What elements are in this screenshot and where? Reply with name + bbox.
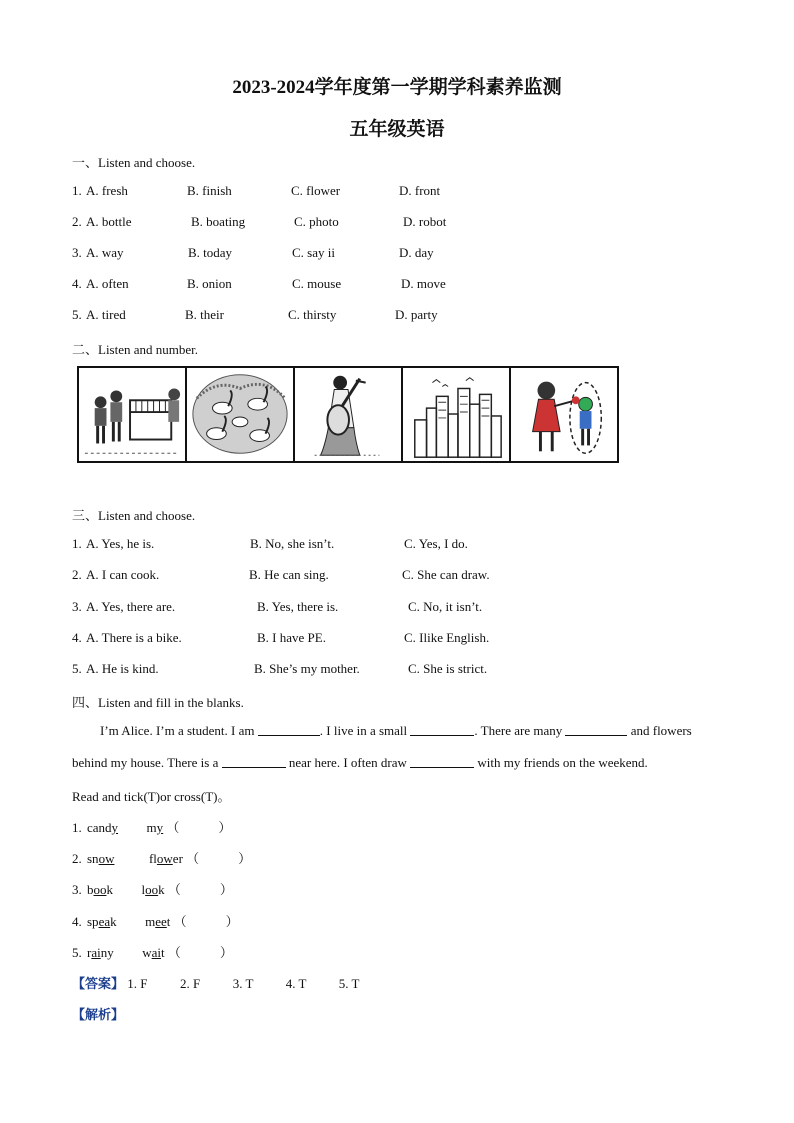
option-a: A. Yes, there are. [86,599,176,614]
section3-heading: 三、Listen and choose. [72,508,196,523]
passage-text: I’m Alice. I’m a student. I am [100,723,258,738]
option-a: A. way [86,245,124,260]
answer-parentheses[interactable]: （ ） [173,914,239,929]
option-b: B. finish [187,183,232,198]
word-1: book [87,882,113,897]
word-2: look [141,882,165,897]
passage-line-1 [100,723,692,739]
girl-playing-pipa-picture [295,368,403,461]
question-number: 4. [72,630,82,645]
option-d: D. day [399,245,434,260]
fill-blank[interactable] [222,755,286,768]
option-a: A. He is kind. [86,661,159,676]
section5-heading: Read and tick(T)or cross(T)。 [72,789,231,804]
option-a: A. Yes, he is. [86,536,155,551]
tick-cross-row [72,911,239,930]
page-subtitle: 五年级英语 [349,119,445,140]
answer-value: 4. T [285,976,307,991]
option-c: C. Yes, I do. [404,536,468,551]
answer-label: 【答案】 [72,976,125,991]
tick-cross-row [72,848,251,867]
item-number: 2. [72,851,82,866]
city-skyline-picture [403,368,511,461]
item-number: 4. [72,914,82,929]
fill-blank[interactable] [258,723,320,736]
option-d: D. robot [403,214,447,229]
answer-parentheses[interactable]: （ ） [166,820,232,835]
option-c: C. thirsty [288,307,337,322]
passage-text: with my friends on the weekend. [474,755,648,770]
option-d: D. party [395,307,438,322]
option-c: C. photo [294,214,339,229]
option-a: A. fresh [86,183,128,198]
option-a: A. tired [86,307,126,322]
option-c: C. flower [291,183,341,198]
tick-cross-row [72,879,233,898]
passage-text: . There are many [474,723,566,738]
option-c: C. No, it isn’t. [408,599,483,614]
word-1: speak [87,914,117,929]
girl-with-boy-in-mirror-illustration [511,368,617,461]
option-a: A. There is a bike. [86,630,182,645]
page-title: 2023-2024学年度第一学期学科素养监测 [232,77,562,98]
tick-cross-row [72,817,231,836]
item-number: 1. [72,820,82,835]
option-a: A. often [86,276,129,291]
option-b: B. their [185,307,224,322]
word-1: snow [87,851,115,866]
word-2: meet [145,914,171,929]
question-number: 5. [72,661,82,676]
option-c: C. say ii [292,245,335,260]
question-number: 2. [72,567,82,582]
option-a: A. bottle [86,214,132,229]
word-1: rainy [87,945,114,960]
analysis-line [72,1004,124,1023]
fill-blank[interactable] [410,723,474,736]
answer-value: 5. T [338,976,360,991]
option-b: B. boating [191,214,246,229]
item-number: 3. [72,882,82,897]
question-number: 4. [72,276,82,291]
fill-blank[interactable] [565,723,627,736]
option-c: C. Ilike English. [404,630,490,645]
tick-cross-row [72,942,233,961]
answer-value: 3. T [232,976,254,991]
option-b: B. He can sing. [249,567,329,582]
option-c: C. mouse [292,276,342,291]
answer-parentheses[interactable]: （ ） [186,851,252,866]
girl-playing-pipa-illustration [295,368,401,461]
word-1: candy [87,820,119,835]
city-skyline-illustration [403,368,509,461]
option-b: B. onion [187,276,232,291]
analysis-label: 【解析】 [72,1007,125,1022]
girl-with-boy-in-mirror-picture [511,368,617,461]
question-number: 3. [72,245,82,260]
option-b: B. She’s my mother. [254,661,360,676]
swans-in-pond-illustration [187,368,293,461]
answer-value: 2. F [180,976,201,991]
section1-heading: 一、Listen and choose. [72,155,196,170]
option-d: D. front [399,183,441,198]
passage-line-2 [72,755,648,771]
fill-blank[interactable] [410,755,474,768]
children-at-piano-illustration [79,368,185,461]
swans-in-pond-picture [187,368,295,461]
option-b: B. Yes, there is. [257,599,339,614]
children-at-piano-picture [79,368,187,461]
question-number: 5. [72,307,82,322]
answer-parentheses[interactable]: （ ） [167,945,233,960]
passage-text: behind my house. There is a [72,755,222,770]
answer-value: 1. F [127,976,148,991]
question-number: 1. [72,536,82,551]
passage-text: near here. I often draw [285,755,411,770]
question-number: 2. [72,214,82,229]
question-number: 3. [72,599,82,614]
option-b: B. today [188,245,233,260]
item-number: 5. [72,945,82,960]
word-2: my [146,820,164,835]
answer-parentheses[interactable]: （ ） [167,882,233,897]
section2-heading: 二、Listen and number. [72,342,199,357]
passage-text: . I live in a small [319,723,411,738]
option-b: B. No, she isn’t. [250,536,335,551]
passage-text: and flowers [627,723,692,738]
picture-strip [77,366,619,463]
option-d: D. move [401,276,446,291]
option-c: C. She can draw. [402,567,490,582]
word-2: flower [148,851,183,866]
section4-heading: 四、Listen and fill in the blanks. [72,695,244,710]
option-a: A. I can cook. [86,567,160,582]
question-number: 1. [72,183,82,198]
option-c: C. She is strict. [408,661,488,676]
option-b: B. I have PE. [257,630,326,645]
answer-line [72,973,359,992]
word-2: wait [142,945,165,960]
